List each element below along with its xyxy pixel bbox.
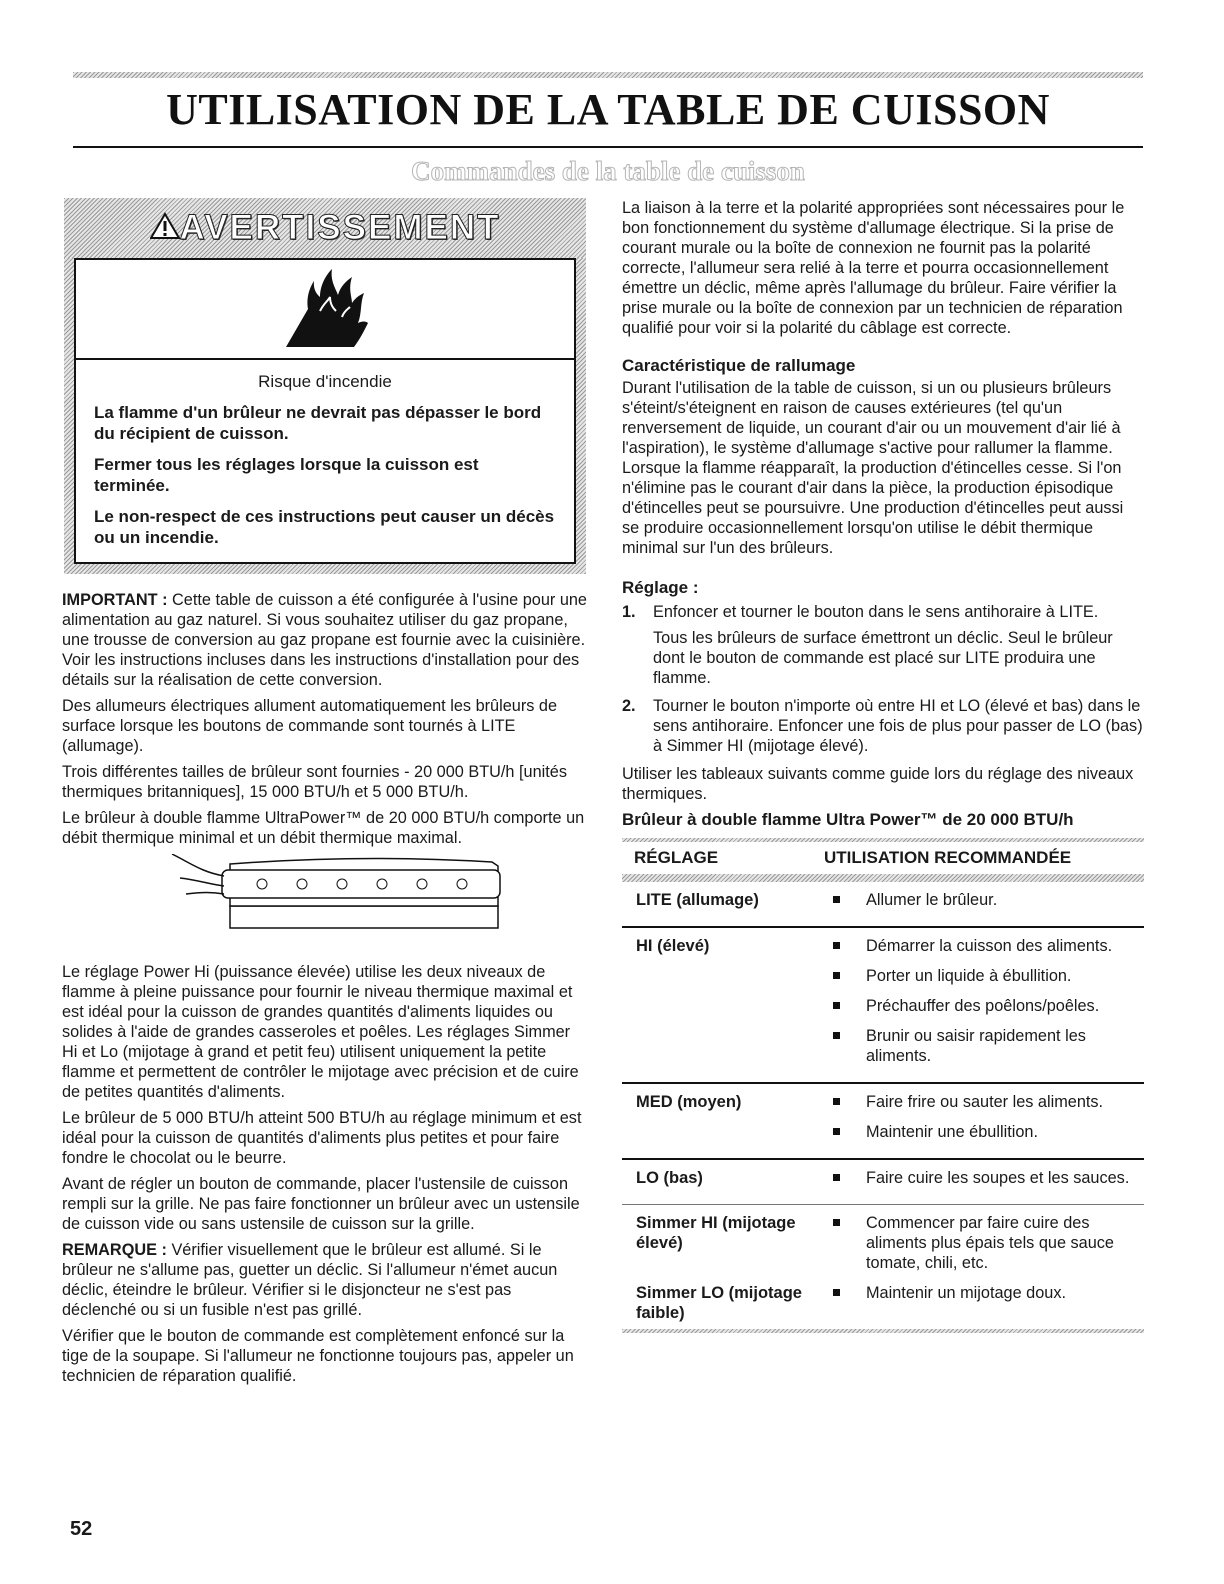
remarque-paragraph xyxy=(62,1240,589,1320)
paragraph: Vérifier que le bouton de commande est complètement enfoncé sur la tige de la soupape. Si l'allumeur ne fonctionne toujours pas, appeler un technicien de réparation qualifié. xyxy=(62,1327,574,1385)
fire-area xyxy=(76,260,574,360)
right-column xyxy=(622,198,1144,1333)
use-item: Maintenir une ébullition. xyxy=(828,1122,1144,1142)
paragraph: Utiliser les tableaux suivants comme guide lors du réglage des niveaux thermiques. xyxy=(622,765,1134,803)
section-subtitle: Commandes de la table de cuisson xyxy=(411,156,805,186)
paragraph: Trois différentes tailles de brûleur sont fournies - 20 000 BTU/h [unités thermiques britanniques], 15 000 BTU/h et 5 000 BTU/h. xyxy=(62,763,567,801)
step-number: 2. xyxy=(622,697,636,715)
settings-table xyxy=(622,838,1144,1333)
warning-triangle-icon xyxy=(150,212,180,245)
paragraph: Le réglage Power Hi (puissance élevée) utilise les deux niveaux de flamme à pleine puissance pour fournir le niveau thermique maximal et est idéal pour la cuisson de grandes quantités d'aliments liquides ou solides à l'aide de grandes casseroles et poêles. Les réglages Simmer Hi et Lo (mijotage à grand et petit feu) utilisent uniquement la petite flamme et permettent de contrôler le mijotage avec précision et de cuire de petites quantités d'aliments. xyxy=(62,963,579,1101)
step-item xyxy=(622,602,1144,688)
row-label: LITE (allumage) xyxy=(636,891,759,909)
paragraph: Le brûleur à double flamme UltraPower™ de 20 000 BTU/h comporte un débit thermique minimal et un débit thermique maximal. xyxy=(62,809,585,847)
step-item xyxy=(622,696,1144,756)
remarque-label: REMARQUE : xyxy=(62,1241,167,1259)
use-item: Faire frire ou sauter les aliments. xyxy=(828,1092,1144,1112)
page-title: UTILISATION DE LA TABLE DE CUISSON xyxy=(166,85,1050,134)
column-header-reglage: RÉGLAGE xyxy=(634,848,719,867)
use-item: Porter un liquide à ébullition. xyxy=(828,966,1144,986)
use-item: Démarrer la cuisson des aliments. xyxy=(828,936,1144,956)
step-subtext: Tous les brûleurs de surface émettront un déclic. Seul le brûleur dont le bouton de commande est placé sur LITE produira une flamme. xyxy=(653,629,1113,687)
paragraph: Durant l'utilisation de la table de cuisson, si un ou plusieurs brûleurs s'éteint/s'éteignent en raison de causes extérieures (tel qu'un renversement de liquide, un courant d'air ou un mouvement d'air lié à l'aspiration), le système d'allumage s'active pour rallumer la flamme. Lorsque la flamme réapparaît, la production d'étincelles cesse. Si l'on n'élimine pas le courant d'air dans la pièce, la production épisodique d'étincelles peut se poursuivre. Une production d'étincelles peut aussi se produire occasionnellement lorsqu'on utilise le débit thermique minimal sur l'un des brûleurs. xyxy=(622,379,1124,557)
top-decorative-bar xyxy=(73,72,1143,78)
fire-icon xyxy=(280,267,370,351)
paragraph: Avant de régler un bouton de commande, placer l'ustensile de cuisson rempli sur la grille. Ne pas faire fonctionner un brûleur avec un ustensile de cuisson vide ou sans ustensile de cuisson sur la grille. xyxy=(62,1175,580,1233)
use-item: Maintenir un mijotage doux. xyxy=(828,1283,1144,1303)
relight-heading: Caractéristique de rallumage xyxy=(622,356,856,375)
left-column xyxy=(62,198,589,1392)
important-label: IMPORTANT : xyxy=(62,591,168,609)
title-rule xyxy=(73,146,1143,148)
table-row xyxy=(622,882,1144,926)
row-label: HI (élevé) xyxy=(636,937,710,955)
table-row xyxy=(622,1283,1144,1329)
warning-body xyxy=(76,360,574,562)
warning-header-text: AVERTISSEMENT xyxy=(179,208,501,247)
step-number: 1. xyxy=(622,603,636,621)
table-header-bar xyxy=(622,874,1144,882)
step-text: Tourner le bouton n'importe où entre HI et LO (élevé et bas) dans le sens antihoraire. Enfoncer une fois de plus pour passer de LO (bas) à Simmer HI (mijotage élevé). xyxy=(653,697,1143,755)
use-item: Commencer par faire cuire des aliments plus épais tels que sauce tomate, chili, etc. xyxy=(828,1213,1144,1273)
table-row xyxy=(622,928,1144,1082)
paragraph: Le brûleur de 5 000 BTU/h atteint 500 BTU/h au réglage minimum et est idéal pour la cuisson de quantités d'aliments plus petites et pour faire fondre le chocolat ou le beurre. xyxy=(62,1109,582,1167)
step-text: Enfoncer et tourner le bouton dans le sens antihoraire à LITE. xyxy=(653,603,1099,621)
paragraph: La liaison à la terre et la polarité appropriées sont nécessaires pour le bon fonctionnement du système d'allumage électrique. Si la prise de courant murale ou la boîte de connexion ne fournit pas la polarité correcte, l'allumeur sera relié à la terre et pourra occasionnellement émettre un déclic, même après l'allumage du brûleur. Faire vérifier la prise murale ou la boîte de connexion par un technicien de réparation qualifié pour voir si la polarité du câblage est correcte. xyxy=(622,199,1125,337)
row-label: MED (moyen) xyxy=(636,1093,742,1111)
burner-illustration xyxy=(62,854,589,952)
use-item: Préchauffer des poêlons/poêles. xyxy=(828,996,1144,1016)
page-number: 52 xyxy=(70,1518,93,1540)
warning-frame xyxy=(64,258,586,574)
use-item: Brunir ou saisir rapidement les aliments. xyxy=(828,1026,1144,1066)
important-paragraph xyxy=(62,590,589,690)
row-label: Simmer LO (mijotage faible) xyxy=(636,1284,802,1322)
table-row xyxy=(622,1160,1144,1204)
row-label: LO (bas) xyxy=(636,1169,703,1187)
warning-line: La flamme d'un brûleur ne devrait pas dépasser le bord du récipient de cuisson. xyxy=(94,403,542,443)
remarque-text: Vérifier visuellement que le brûleur est allumé. Si le brûleur ne s'allume pas, guetter un déclic. Si l'allumeur n'émet aucun déclic, éteindre le brûleur. Vérifier si le disjoncteur ne s'est pas déclenché ou si un fusible n'est pas grillé. xyxy=(62,1241,558,1319)
steps-list xyxy=(622,602,1144,756)
warning-header xyxy=(64,198,586,258)
table-header xyxy=(622,842,1144,874)
important-text: Cette table de cuisson a été configurée à l'usine pour une alimentation au gaz naturel. Si vous souhaitez utiliser du gaz propane, une trousse de conversion au gaz propane est fournie avec la cuisinière. Voir les instructions incluses dans les instructions d'installation pour des détails sur la réalisation de cette conversion. xyxy=(62,591,587,689)
table-title: Brûleur à double flamme Ultra Power™ de 20 000 BTU/h xyxy=(622,810,1074,829)
use-item: Allumer le brûleur. xyxy=(828,890,1144,910)
column-header-utilisation: UTILISATION RECOMMANDÉE xyxy=(824,848,1072,867)
paragraph: Des allumeurs électriques allument automatiquement les brûleurs de surface lorsque les boutons de commande sont tournés à LITE (allumage). xyxy=(62,697,558,755)
reglage-heading: Réglage : xyxy=(622,578,699,597)
warning-line: Le non-respect de ces instructions peut causer un décès ou un incendie. xyxy=(94,507,555,547)
row-label: Simmer HI (mijotage élevé) xyxy=(636,1214,796,1252)
warning-inner xyxy=(74,258,576,564)
use-item: Faire cuire les soupes et les sauces. xyxy=(828,1168,1144,1188)
table-row xyxy=(622,1084,1144,1158)
table-row xyxy=(622,1205,1144,1283)
table-bottom-bar xyxy=(622,1329,1144,1333)
warning-box xyxy=(64,198,586,574)
warning-line: Fermer tous les réglages lorsque la cuisson est terminée. xyxy=(94,455,479,495)
warning-risk: Risque d'incendie xyxy=(258,372,392,391)
